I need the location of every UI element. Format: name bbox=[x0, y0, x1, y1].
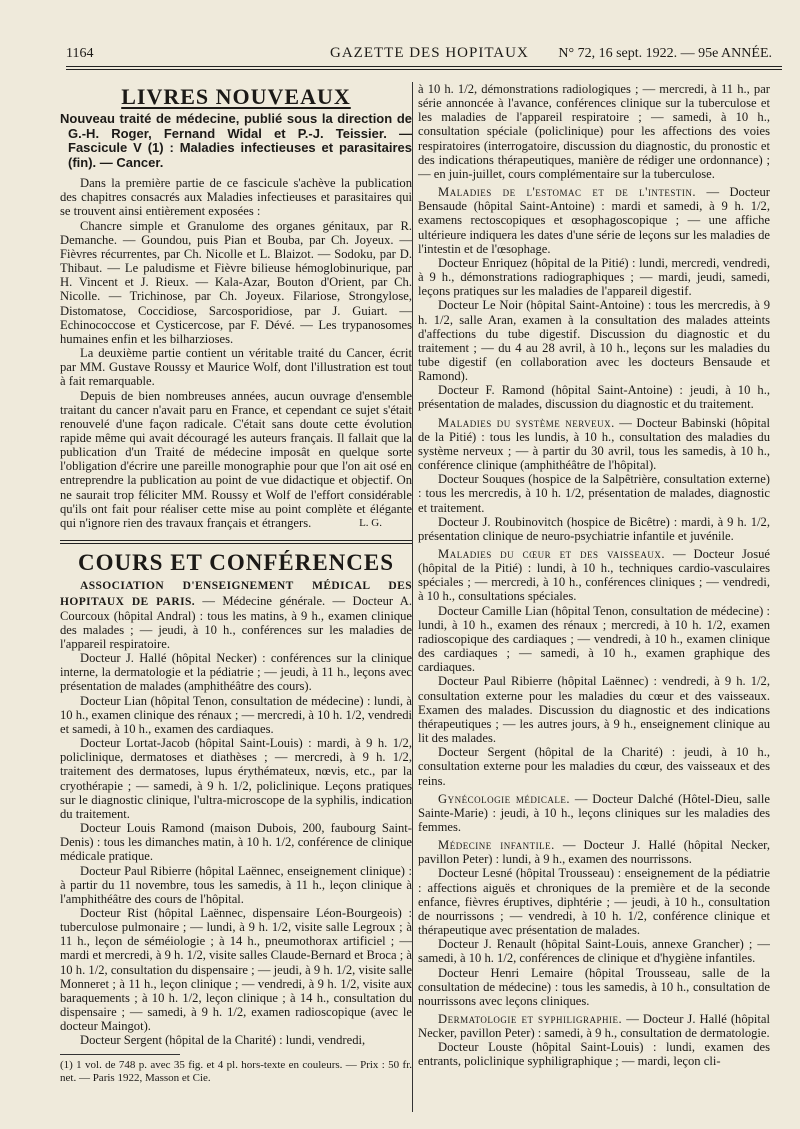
paragraph-text: Docteur J. Roubinovitch (hospice de Bicêtre) : mardi, à 9 h. 1/2, présentation clinique de neuro-psychiatrie infantile et juvénile. bbox=[418, 514, 770, 543]
course-paragraph bbox=[418, 937, 770, 965]
course-paragraph bbox=[418, 604, 770, 675]
assoc-paragraph bbox=[60, 578, 412, 651]
review-paragraph: Depuis de bien nombreuses années, aucun ouvrage d'ensemble traitant du cancer n'avait paru en France, et cependant ce sujet s'était renouvelé d'une façon radicale. C'était sans doute cette évolution rapide même qui avait découragé les auteurs français. Il fallait que la publication d'un Traité de médecine imposât en quelque sorte l'obligation d'écrire une pareille monographie pour que l'on ait osé en entreprendre la publication au point de vue didactique et objectif. On ne saurait trop féliciter MM. Roussy et Wolf de l'effort considérable qu'ils ont fait pour réaliser cette mise au point complète et élégante qui n'ignore rien des travaux français et étrangers. bbox=[60, 388, 412, 530]
course-paragraph bbox=[418, 1040, 770, 1068]
review-paragraph: Chancre simple et Granulome des organes génitaux, par R. Demanche. — Goundou, puis Pian et Bouba, par Ch. Joyeux. — Fièvres récurrentes, par Ch. Nicolle et L. Blaizot. — Sodoku, par D. Thibaut. — Le paludisme et Fièvre bilieuse hémoglobinurique, par H. Vincent et J. Rieux. — Kala-Azar, Bouton d'Orient, par Ch. Nicolle. — Trichinose, par Ch. Joyeux. Filariose, Strongylose, Distomatose, Coccidiose, Sarcosporidiose, par J. Guiart. — Echinococcose et Cysticercose, par F. Dévé. — Les trypanosomes humaines enfin et les bilharzioses. bbox=[60, 218, 412, 346]
right-column bbox=[418, 82, 770, 1102]
specialty-paragraph bbox=[418, 185, 770, 256]
course-paragraph bbox=[418, 515, 770, 543]
book-title: Nouveau traité de médecine, publié sous la direction de G.-H. Roger, Fernand Widal et P.-J. Teissier. — Fascicule V (1) : Maladies infectieuses et parasitaires (fin). — Cancer. bbox=[60, 111, 412, 170]
footnote-rule bbox=[60, 1054, 180, 1055]
paragraph-text: — Docteur Josué (hôpital de la Pitié) : lundi, à 10 h., techniques cardio-vasculaires spéciales ; — mercredi, à 10 h., conférences cliniques ; — vendredi, à 10 h., consultations spéciales. bbox=[418, 547, 770, 604]
left-column bbox=[60, 82, 412, 1102]
review-paragraph: Dans la première partie de ce fascicule s'achève la publication des chapitres consacrés aux Maladies infectieuses et parasitaires qui se trouvent ainsi entièrement exposées : bbox=[60, 176, 412, 219]
issue-info: N° 72, 16 sept. 1922. — 95e ANNÉE. bbox=[558, 46, 772, 61]
section-heading-livres: LIVRES NOUVEAUX bbox=[121, 84, 351, 109]
running-header bbox=[66, 42, 772, 66]
header-rule-second bbox=[66, 69, 782, 70]
paragraph-text: Docteur Paul Ribierre (hôpital Laënnec) : vendredi, à 9 h. 1/2, consultation externe pour les maladies du cœur et des vaisseaux. Examen des malades. Discussion du diagnostic et des indications thérapeutiques ; — les autres jours, à 9 h., enseignement clinique au lit des malades. bbox=[418, 674, 770, 746]
page-number: 1164 bbox=[66, 46, 94, 61]
course-paragraph bbox=[418, 256, 770, 298]
specialty-heading: Maladies de l'estomac et de l'intestin. bbox=[438, 185, 697, 200]
book-review bbox=[60, 176, 412, 530]
course-paragraph: Docteur Lian (hôpital Tenon, consultation de médecine) : lundi, à 10 h., examen clinique des rénaux ; — mercredi, à 10 h. 1/2, vendredi et samedi, à 10 h., examen des cardiaques. bbox=[60, 693, 412, 736]
paragraph-text: Docteur Enriquez (hôpital de la Pitié) : lundi, mercredi, vendredi, à 9 h., démonstrations radiographiques ; — mardi, jeudi, samedi, leçons pratiques sur les maladies de l'appareil digestif. bbox=[418, 255, 770, 299]
paragraph-text: — Docteur J. Hallé (hôpital Necker, pavillon Peter) : samedi, à 9 h., consultation de dermatologie. bbox=[418, 1012, 770, 1041]
specialty-heading: Gynécologie médicale. bbox=[438, 791, 571, 806]
review-signature: L. G. bbox=[359, 517, 382, 530]
course-paragraph bbox=[418, 82, 770, 181]
assoc-title: ASSOCIATION D'ENSEIGNEMENT MÉDICAL DES HOPITAUX DE PARIS. bbox=[60, 580, 412, 608]
course-paragraph bbox=[418, 298, 770, 383]
specialty-paragraph bbox=[418, 792, 770, 834]
review-paragraph: La deuxième partie contient un véritable traité du Cancer, écrit par MM. Gustave Roussy et Maurice Wolf, dont l'illustration est tout à fait remarquable. bbox=[60, 346, 412, 389]
paragraph-text: Docteur Louste (hôpital Saint-Louis) : lundi, examen des entrants, policlinique syphiligraphique ; — mardi, leçon cli- bbox=[418, 1040, 770, 1069]
course-paragraph bbox=[418, 745, 770, 787]
paragraph-text: Docteur Sergent (hôpital de la Charité) : jeudi, à 10 h., consultation externe pour les maladies du cœur, des vaisseaux et des reins. bbox=[418, 745, 770, 788]
paragraph-text: Docteur J. Renault (hôpital Saint-Louis, annexe Grancher) ; — samedi, à 10 h. 1/2, conférences de clinique et d'hygiène infantiles. bbox=[418, 937, 770, 966]
footnote: (1) 1 vol. de 748 p. avec 35 fig. et 4 pl. hors-texte en couleurs. — Prix : 50 fr. net. — Paris 1922, Masson et Cie. bbox=[60, 1058, 412, 1084]
course-paragraph: Docteur Louis Ramond (maison Dubois, 200, faubourg Saint-Denis) : tous les dimanches matin, à 10 h. 1/2, conférence de clinique médicale pratique. bbox=[60, 821, 412, 864]
assoc-intro: — Médecine générale. — Docteur A. Courcoux (hôpital Andral) : tous les matins, à 9 h., examen clinique des malades ; — jeudi, à 10 h., conférences sur les maladies de l'appareil respiratoire. bbox=[60, 593, 412, 651]
paragraph-text: — Docteur Babinski (hôpital de la Pitié) : tous les lundis, à 10 h., consultation des maladies du système nerveux ; — à partir du 30 avril, tous les samedis, à 10 h., conférence clinique (amphithéâtre de l'hôpital). bbox=[418, 415, 770, 473]
paragraph-text: à 10 h. 1/2, démonstrations radiologiques ; — mercredi, à 11 h., par série annoncée à l'avance, conférences clinique sur la tuberculose et les maladies de l'appareil respiratoire ; — samedi, à 10 h., consultation spéciale (policlinique) pour les affections des voies respiratoires (interrogatoire, discussion du diagnostic, du pronostic et des indications thérapeutiques, manière de rédiger une ordonnance) ; — en juin-juillet, cours complémentaire sur la tuberculose. bbox=[418, 82, 770, 181]
course-paragraph bbox=[418, 383, 770, 411]
course-paragraph bbox=[418, 866, 770, 937]
course-paragraph: Docteur J. Hallé (hôpital Necker) : conférences sur la clinique interne, la dermatologie et la pédiatrie ; — jeudi, à 11 h., leçons avec présentation de malades (amphithéâtre des cours). bbox=[60, 651, 412, 694]
specialty-paragraph bbox=[418, 838, 770, 866]
paragraph-text: — Docteur J. Hallé (hôpital Necker, pavillon Peter) : lundi, à 9 h., examen des nourrissons. bbox=[418, 838, 770, 867]
specialty-paragraph bbox=[418, 416, 770, 473]
paragraph-text: Docteur Le Noir (hôpital Saint-Antoine) : tous les mercredis, à 9 h. 1/2, salle Aran, examen à la consultation des malades atteints d'affections du tube digestif. Discussion du diagnostic et du traitement ; — du 4 au 28 avril, à 10 h., leçons sur les maladies du tube digestif (en collaboration avec les docteurs Bensaude et Ramond). bbox=[418, 298, 770, 384]
header-rule bbox=[66, 66, 782, 67]
course-paragraph: Docteur Lortat-Jacob (hôpital Saint-Louis) : mardi, à 9 h. 1/2, policlinique, dermatoses et diathèses ; — mercredi, à 9 h. 1/2, traitement des dermatoses, lupus érythémateux, nœvis, etc., par la cryothérapie ; — samedi, à 9 h. 1/2, policlinique. Leçons pratiques sur le diagnostic clinique, l'ultra-microscope de la syphilis, indication du traitement. bbox=[60, 736, 412, 821]
specialty-paragraph bbox=[418, 1012, 770, 1040]
course-paragraph: Docteur Sergent (hôpital de la Charité) : lundi, vendredi, bbox=[80, 1033, 366, 1048]
specialty-heading: Maladies du cœur et des vaisseaux. bbox=[438, 547, 665, 561]
paragraph-text: — Docteur Dalché (Hôtel-Dieu, salle Sainte-Marie) : jeudi, à 10 h., leçons cliniques sur les maladies des femmes. bbox=[418, 791, 770, 834]
section-divider bbox=[60, 540, 412, 544]
paragraph-text: Docteur Henri Lemaire (hôpital Trousseau, salle de la consultation de médecine) : tous les samedis, à 10 h., consultation de nourrissons avec leçons cliniques. bbox=[418, 965, 770, 1008]
course-listings bbox=[418, 82, 770, 1069]
paragraph-text: Docteur F. Ramond (hôpital Saint-Antoine) : jeudi, à 10 h., présentation de malades, discussion du diagnostic et du traitement. bbox=[418, 383, 770, 412]
course-paragraph: Docteur Paul Ribierre (hôpital Laënnec, enseignement clinique) : à partir du 11 novembre, tous les samedis, à 11 h., leçon clinique à l'amphithéâtre des cours de l'hôpital. bbox=[60, 863, 412, 906]
paragraph-text: Docteur Camille Lian (hôpital Tenon, consultation de médecine) : lundi, à 10 h., examen des rénaux ; mercredi, à 10 h. 1/2, examen radioscopique des cardiaques ; — vendredi, à 10 h., examen clinique des cardiaques ; — samedi, à 10 h., examen graphique des cardiaques. bbox=[418, 603, 770, 675]
specialty-heading: Dermatologie et syphiligraphie. bbox=[438, 1012, 623, 1026]
specialty-heading: Médecine infantile. bbox=[438, 838, 555, 853]
journal-title: GAZETTE DES HOPITAUX bbox=[330, 45, 529, 61]
course-paragraph bbox=[418, 674, 770, 745]
course-paragraph bbox=[418, 966, 770, 1008]
specialty-heading: Maladies du système nerveux. bbox=[438, 415, 615, 430]
course-paragraph: Docteur Rist (hôpital Laënnec, dispensaire Léon-Bourgeois) : tuberculose pulmonaire ; — lundi, à 9 h. 1/2, visite salle Legroux ; à 11 h., leçon de séméiologie ; à 14 h., pneumothorax artificiel ; — mardi et mercredi, à 9 h. 1/2, visite salles Claude-Bernard et Broca ; à 10 h. 1/2, consultation du dispensaire ; — jeudi, à 9 h. 1/2, visite salle Monneret ; à 11 h., leçon clinique ; — vendredi, à 9 h. 1/2, visite aux baraquements ; à 10 h. 1/2, leçon clinique ; à 14 h., consultation du dispensaire ; — samedi, à 9 h. 1/2, examen radioscopique (avec le docteur Maingot). bbox=[60, 905, 412, 1034]
specialty-paragraph bbox=[418, 547, 770, 604]
column-divider bbox=[412, 82, 413, 1112]
course-paragraph bbox=[418, 472, 770, 514]
paragraph-text: — Docteur Bensaude (hôpital Saint-Antoine) : mardi et samedi, à 9 h. 1/2, examens rectoscopiques et œsophagoscopique ; — une affiche ultérieure indiquera les dates d'une série de leçons sur les maladies de l'intestin et de l'œsophage. bbox=[418, 185, 770, 256]
paragraph-text: Docteur Lesné (hôpital Trousseau) : enseignement de la pédiatrie : affections aiguës et chroniques de la première et de la seconde enfance, fièvres éruptives, diphtérie ; — jeudi, à 10 h., consultation de nourrissons ; — vendredi, à 10 h. 1/2, conférence clinique et thérapeutique avec présentation de malades. bbox=[418, 866, 770, 938]
paragraph-text: Docteur Souques (hospice de la Salpêtrière, consultation externe) : tous les mercredis, à 10 h. 1/2, présentation de malades, diagnostic et traitement. bbox=[418, 472, 770, 515]
cours-list bbox=[60, 651, 412, 1047]
section-heading-cours: COURS ET CONFÉRENCES bbox=[77, 550, 395, 576]
